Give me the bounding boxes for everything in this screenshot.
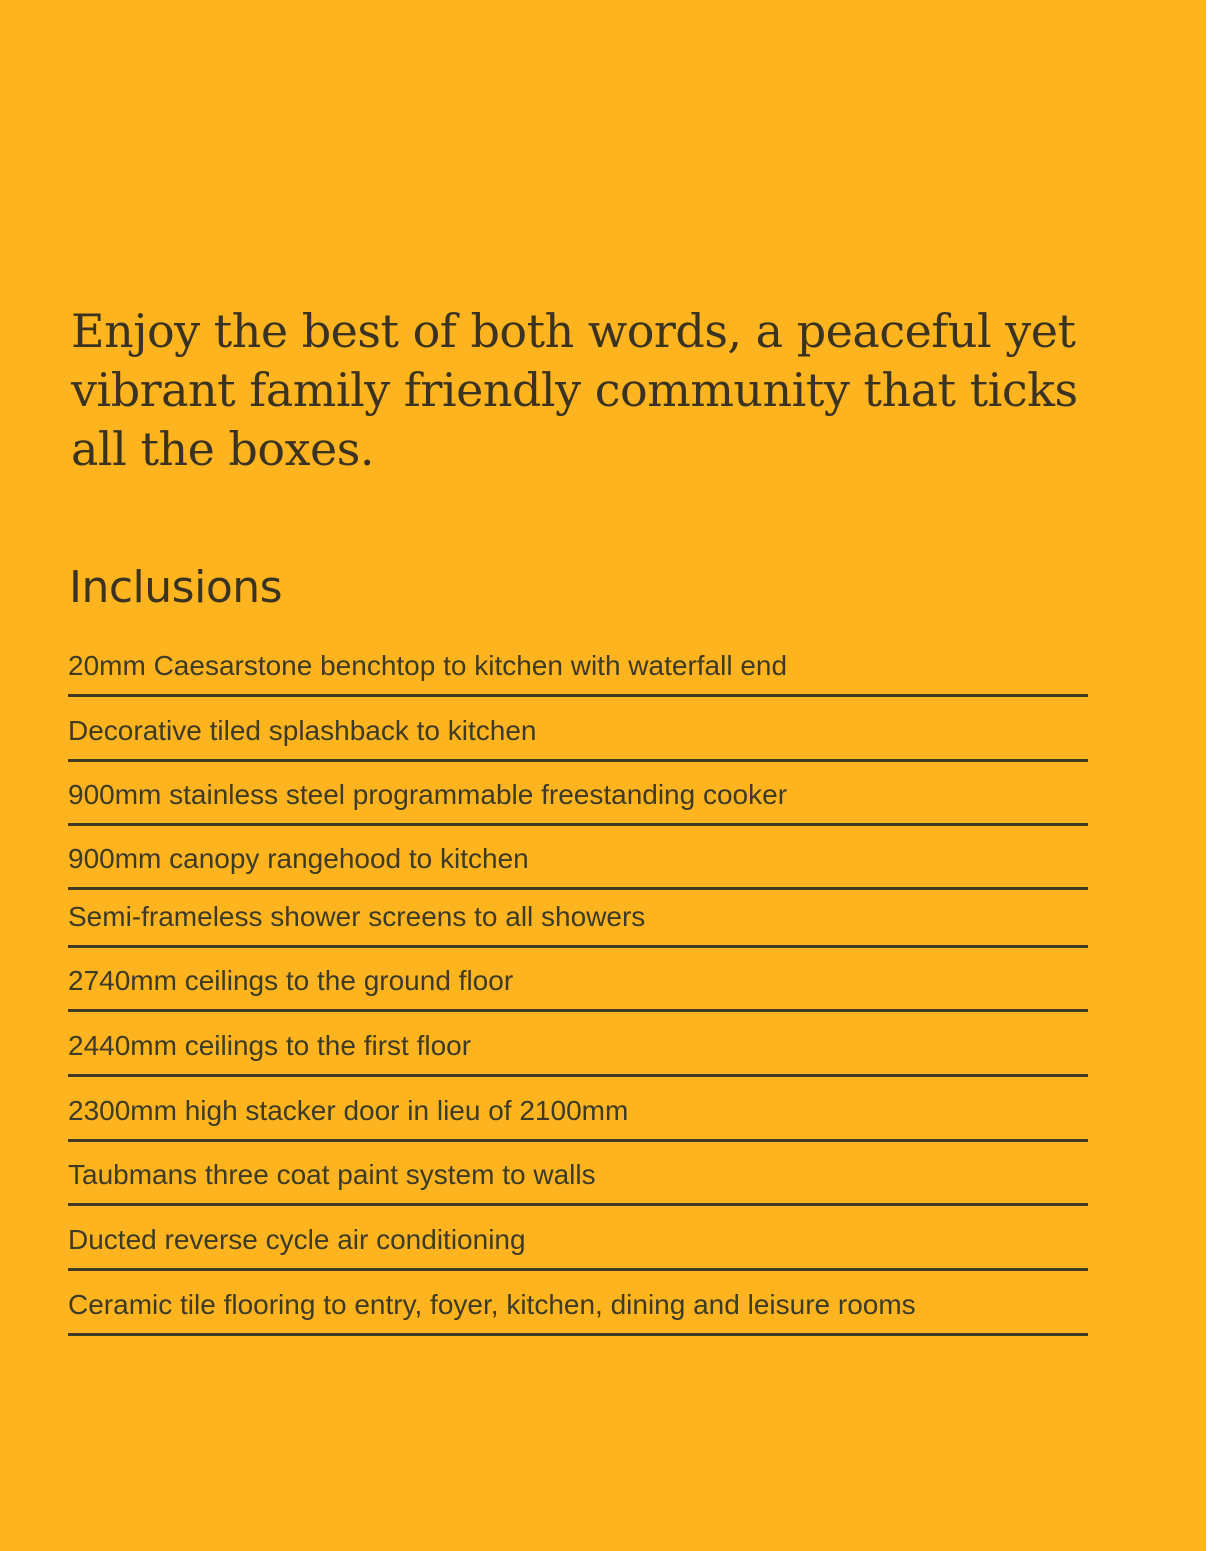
inclusion-item bbox=[68, 1093, 1088, 1142]
inclusion-item-label: 2440mm ceilings to the first floor bbox=[68, 1030, 472, 1061]
inclusion-item bbox=[68, 1157, 1088, 1206]
inclusions-title: Inclusions bbox=[69, 562, 283, 613]
inclusion-item-label: 2740mm ceilings to the ground floor bbox=[68, 965, 514, 996]
inclusion-item-label: 900mm stainless steel programmable freestanding cooker bbox=[68, 779, 788, 810]
inclusion-item bbox=[68, 1287, 1088, 1336]
inclusion-item-label: Semi-frameless shower screens to all showers bbox=[68, 901, 646, 932]
headline: Enjoy the best of both words, a peaceful yet vibrant family friendly community that ticks all the boxes. bbox=[71, 304, 1078, 476]
inclusion-item bbox=[68, 1028, 1088, 1077]
inclusion-item bbox=[68, 841, 1088, 890]
inclusion-item-label: Ceramic tile flooring to entry, foyer, kitchen, dining and leisure rooms bbox=[68, 1289, 916, 1320]
inclusion-item-label: 2300mm high stacker door in lieu of 2100mm bbox=[68, 1095, 629, 1126]
inclusion-item-label: Ducted reverse cycle air conditioning bbox=[68, 1224, 526, 1255]
inclusion-item bbox=[68, 1222, 1088, 1271]
inclusion-item bbox=[68, 648, 1088, 697]
inclusion-item bbox=[68, 713, 1088, 762]
inclusion-item-label: Decorative tiled splashback to kitchen bbox=[68, 715, 537, 746]
inclusion-item-label: Taubmans three coat paint system to walls bbox=[68, 1159, 596, 1190]
inclusion-item bbox=[68, 899, 1088, 948]
inclusion-item bbox=[68, 777, 1088, 826]
inclusion-item-label: 900mm canopy rangehood to kitchen bbox=[68, 843, 529, 874]
inclusion-item bbox=[68, 963, 1088, 1012]
inclusion-item-label: 20mm Caesarstone benchtop to kitchen with waterfall end bbox=[68, 650, 788, 681]
